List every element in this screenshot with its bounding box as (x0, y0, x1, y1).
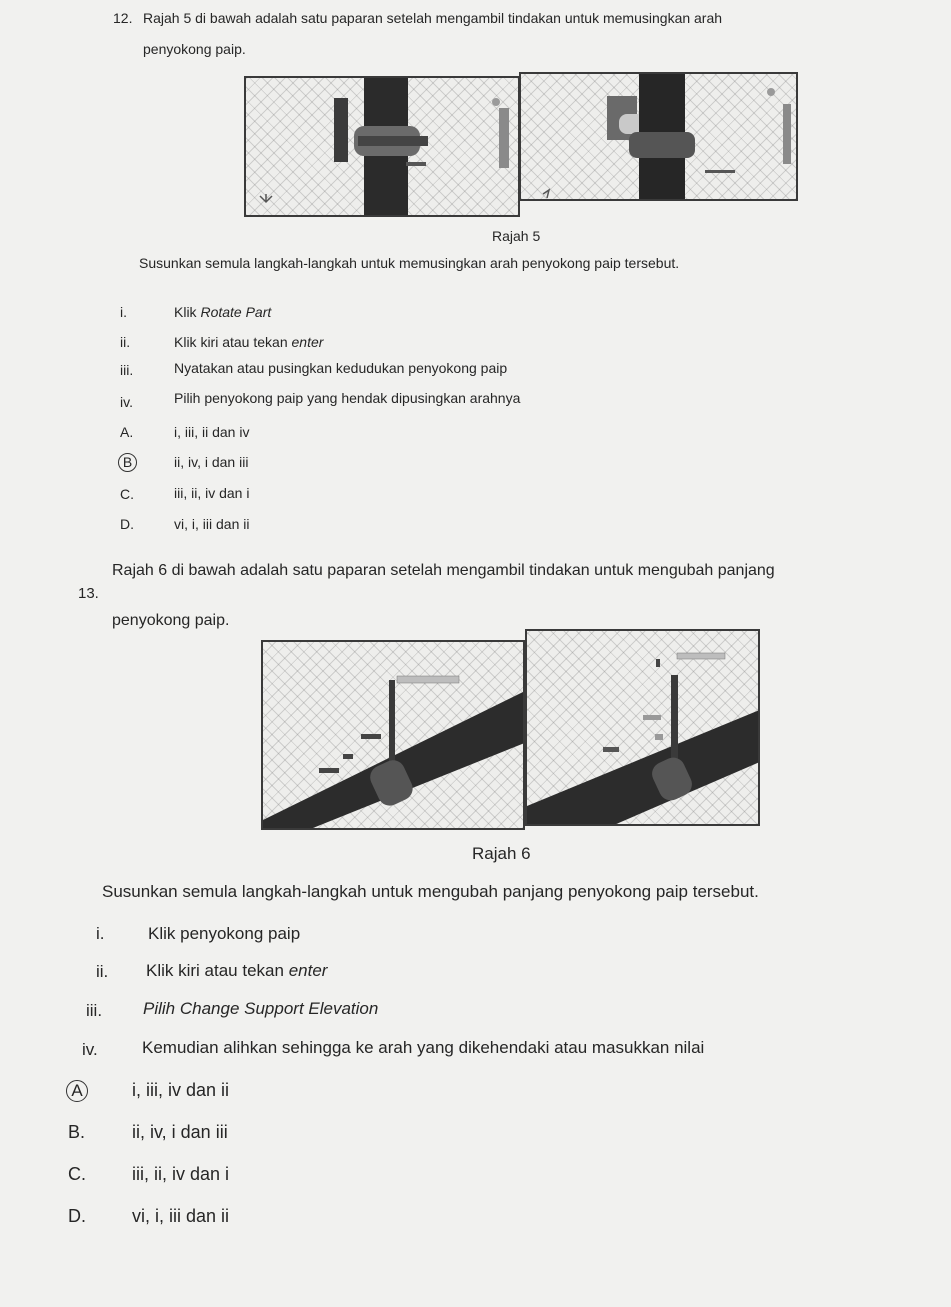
q13-option-letter-b[interactable]: B. (68, 1122, 86, 1142)
q13-step (96, 924, 105, 944)
step-number: iv. (82, 1040, 98, 1059)
q13-stem-line1: Rajah 6 di bawah adalah satu paparan setelah mengambil tindakan untuk mengubah panjang (112, 562, 775, 579)
rajah5-right-screenshot (519, 72, 798, 201)
step-emphasis: Rotate Part (200, 304, 272, 320)
q13-option-text-b: ii, iv, i dan iii (132, 1122, 228, 1142)
q13-step-text (143, 999, 378, 1019)
q12-option-text-a: i, iii, ii dan iv (174, 424, 250, 440)
step-text: Klik penyokong paip (148, 924, 301, 943)
q13-option-letter-a-circled[interactable] (66, 1080, 88, 1102)
step-number: iii. (86, 1001, 103, 1020)
q12-step (120, 394, 133, 410)
step-text: Klik kiri atau tekan (174, 334, 292, 350)
step-text: Pilih penyokong paip yang hendak dipusingkan arahnya (174, 390, 521, 406)
q12-option-letter-c[interactable]: C. (120, 486, 134, 502)
step-number: iii. (120, 362, 134, 378)
q12-option-letter-d[interactable]: D. (120, 516, 134, 532)
q12-step (120, 334, 130, 350)
q12-stem-line1: Rajah 5 di bawah adalah satu paparan setelah mengambil tindakan untuk memusingkan arah (143, 10, 723, 26)
q13-step-text (148, 924, 300, 944)
step-number: iv. (120, 394, 133, 410)
q12-stem-line2: penyokong paip. (143, 41, 246, 57)
q12-step-text (174, 304, 271, 320)
q13-number: 13. (78, 585, 99, 602)
q13-step-text (142, 1038, 704, 1058)
q12-step-text (174, 334, 323, 350)
step-text: Kemudian alihkan sehingga ke arah yang dikehendaki atau masukkan nilai (142, 1038, 705, 1057)
q13-step-text (146, 961, 327, 981)
q12-step-text (174, 360, 507, 376)
q12-instruction: Susunkan semula langkah-langkah untuk memusingkan arah penyokong paip tersebut. (139, 255, 680, 271)
q12-step (120, 362, 133, 378)
step-number: ii. (120, 334, 131, 350)
q12-option-text-b: ii, iv, i dan iii (174, 454, 249, 470)
step-emphasis: enter (288, 961, 328, 980)
rajah6-caption: Rajah 6 (472, 844, 531, 863)
step-number: ii. (96, 962, 109, 981)
answer-circle: A (66, 1080, 88, 1102)
q13-step (86, 1001, 102, 1021)
step-text: Klik kiri atau tekan (146, 961, 289, 980)
q13-option-text-c: iii, ii, iv dan i (132, 1164, 230, 1184)
q12-step (120, 304, 127, 320)
rajah5-left-screenshot (244, 76, 520, 217)
q13-step (96, 962, 108, 982)
step-number: i. (120, 304, 127, 320)
q12-option-letter-b-circled[interactable] (118, 453, 137, 472)
step-text: Pilih (143, 999, 180, 1018)
step-emphasis: enter (291, 334, 324, 350)
q12-option-text-d: vi, i, iii dan ii (174, 516, 250, 532)
q13-option-letter-c[interactable]: C. (68, 1164, 86, 1184)
q12-option-letter-a[interactable]: A. (120, 424, 134, 440)
step-emphasis: Change Support Elevation (179, 999, 379, 1018)
q13-step (82, 1040, 98, 1060)
q13-option-text-a: i, iii, iv dan ii (132, 1080, 230, 1100)
rajah6-left-screenshot (261, 640, 525, 830)
q13-instruction: Susunkan semula langkah-langkah untuk mengubah panjang penyokong paip tersebut. (102, 882, 759, 901)
q12-number: 12. (113, 10, 133, 26)
step-text: Nyatakan atau pusingkan kedudukan penyokong paip (174, 360, 508, 376)
rajah6-right-screenshot (525, 629, 760, 826)
q13-option-letter-d[interactable]: D. (68, 1206, 86, 1226)
step-number: i. (96, 924, 105, 943)
q13-option-text-d: vi, i, iii dan ii (132, 1206, 230, 1226)
answer-circle: B (118, 453, 137, 472)
q12-step-text (174, 390, 520, 406)
q13-stem-line2: penyokong paip. (112, 612, 230, 629)
rajah5-caption: Rajah 5 (492, 228, 541, 244)
q12-option-text-c: iii, ii, iv dan i (174, 485, 250, 501)
step-text: Klik (174, 304, 201, 320)
